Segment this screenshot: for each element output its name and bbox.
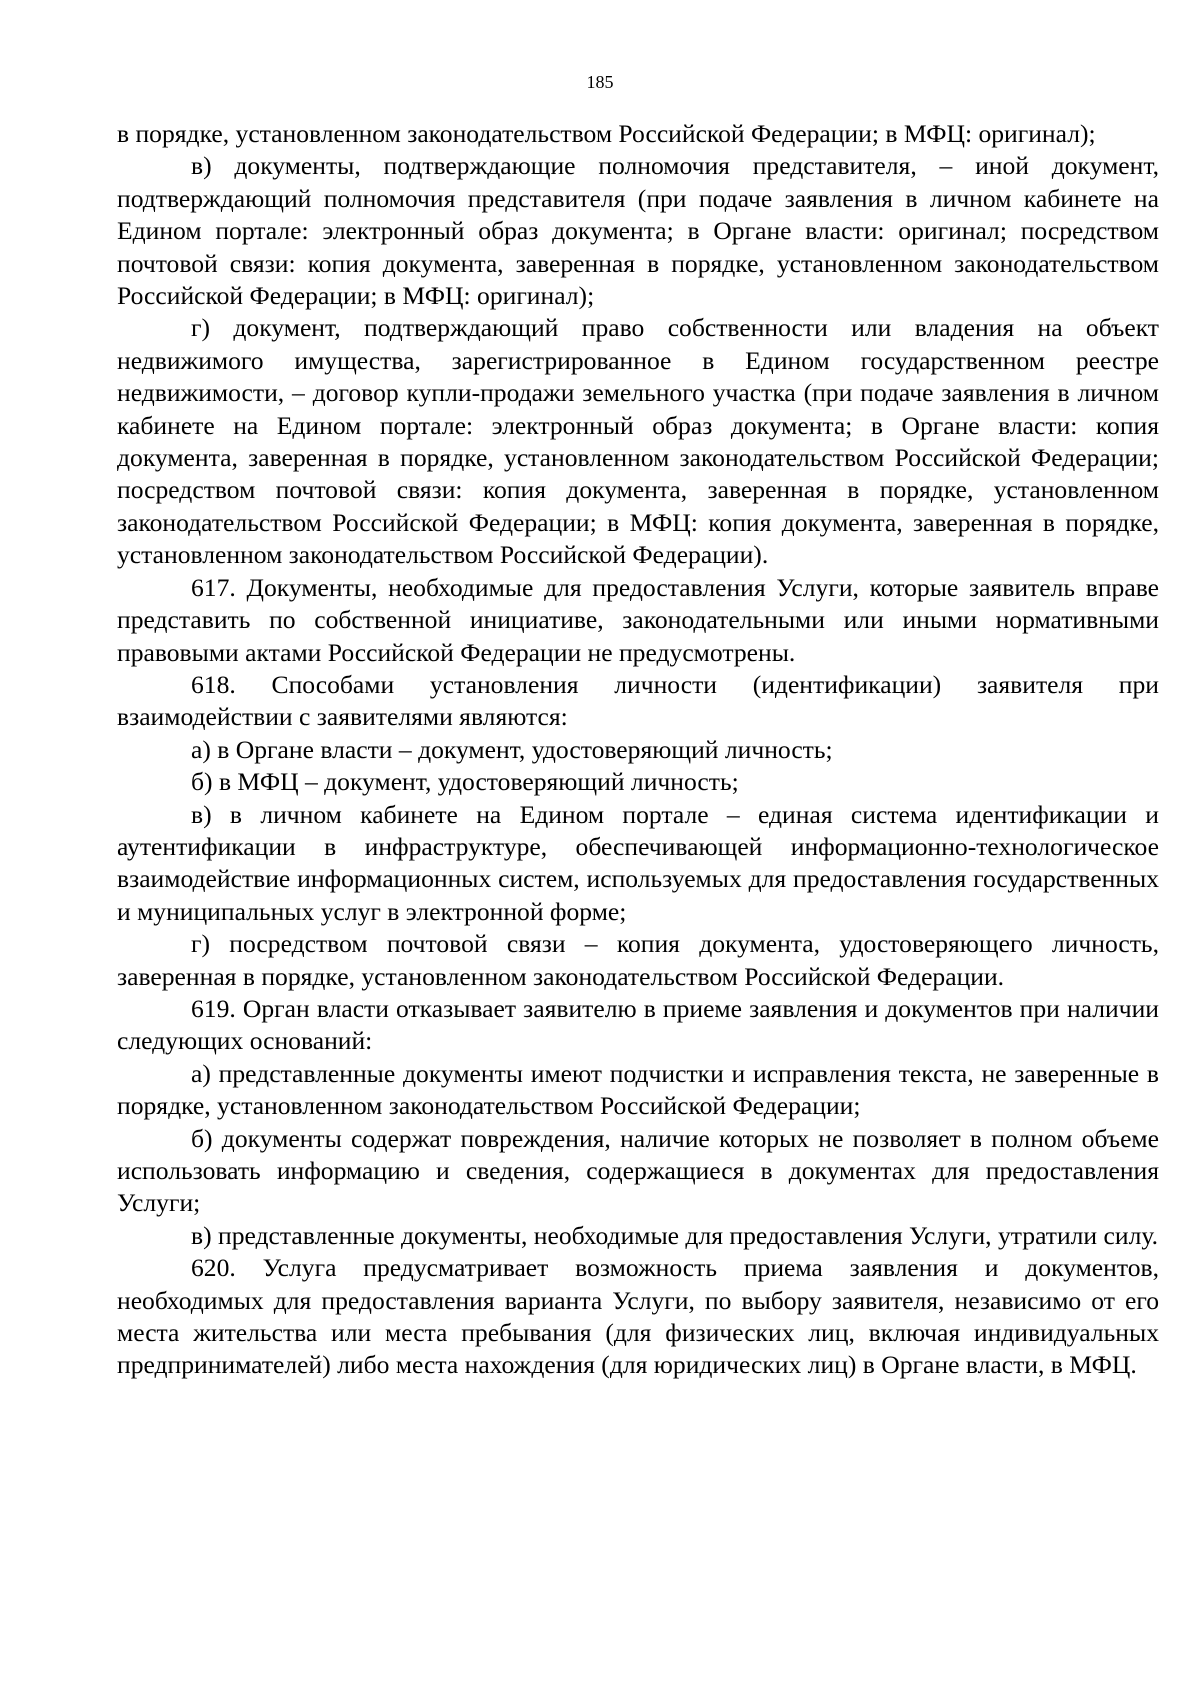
paragraph-item-v-representative-docs: в) документы, подтверждающие полномочия представителя, – иной документ, подтверждающий полномочия представителя (при подаче заявления в личном кабинете на Едином портале: электронный образ документа; в Органе власти: оригинал; посредством почтовой связи: копия документа, заверенная в порядке, установленном законодательством Российской Федерации; в МФЦ: оригинал); bbox=[117, 151, 1159, 311]
page-number: 185 bbox=[586, 72, 614, 92]
paragraph-620: 620. Услуга предусматривает возможность приема заявления и документов, необходимых для предоставления варианта Услуги, по выбору заявителя, независимо от его места жительства или места пребывания (для физических лиц, включая индивидуальных предпринимателей) либо места нахождения (для юридических лиц) в Органе власти, в МФЦ. bbox=[117, 1253, 1159, 1380]
paragraph-618-item-a: а) в Органе власти – документ, удостоверяющий личность; bbox=[191, 734, 833, 764]
document-body bbox=[117, 118, 1159, 1382]
paragraph-item-g-ownership-docs: г) документ, подтверждающий право собственности или владения на объект недвижимого имущества, зарегистрированное в Едином государственном реестре недвижимости, – договор купли-продажи земельного участка (при подаче заявления в личном кабинете на Едином портале: электронный образ документа; в Органе власти: копия документа, заверенная в порядке, установленном законодательством Российской Федерации; посредством почтовой связи: копия документа, заверенная в порядке, установленном законодательством Российской Федерации; в МФЦ: копия документа, заверенная в порядке, установленном законодательством Российской Федерации). bbox=[117, 313, 1159, 570]
paragraph-619-item-a: а) представленные документы имеют подчистки и исправления текста, не заверенные в порядке, установленном законодательством Российской Федерации; bbox=[117, 1058, 1159, 1121]
paragraph-continuation: в порядке, установленном законодательством Российской Федерации; в МФЦ: оригинал); bbox=[117, 119, 1096, 148]
paragraph-619-item-v: в) представленные документы, необходимые для предоставления Услуги, утратили силу. bbox=[191, 1220, 1158, 1250]
paragraph-618: 618. Способами установления личности (идентификации) заявителя при взаимодействии с заявителями являются: bbox=[117, 669, 1159, 732]
paragraph-618-item-b: б) в МФЦ – документ, удостоверяющий личность; bbox=[191, 767, 739, 797]
paragraph-619-item-b: б) документы содержат повреждения, наличие которых не позволяет в полном объеме использовать информацию и сведения, содержащиеся в документах для предоставления Услуги; bbox=[117, 1123, 1159, 1218]
paragraph-618-item-v: в) в личном кабинете на Едином портале – единая система идентификации и аутентификации в инфраструктуре, обеспечивающей информационно-технологическое взаимодействие информационных систем, используемых для предоставления государственных и муниципальных услуг в электронной форме; bbox=[117, 799, 1159, 926]
paragraph-617: 617. Документы, необходимые для предоставления Услуги, которые заявитель вправе представить по собственной инициативе, законодательными или иными нормативными правовыми актами Российской Федерации не предусмотрены. bbox=[117, 572, 1159, 667]
paragraph-618-item-g: г) посредством почтовой связи – копия документа, удостоверяющего личность, заверенная в порядке, установленном законодательством Российской Федерации. bbox=[117, 929, 1159, 991]
paragraph-619: 619. Орган власти отказывает заявителю в приеме заявления и документов при наличии следующих оснований: bbox=[117, 993, 1159, 1056]
